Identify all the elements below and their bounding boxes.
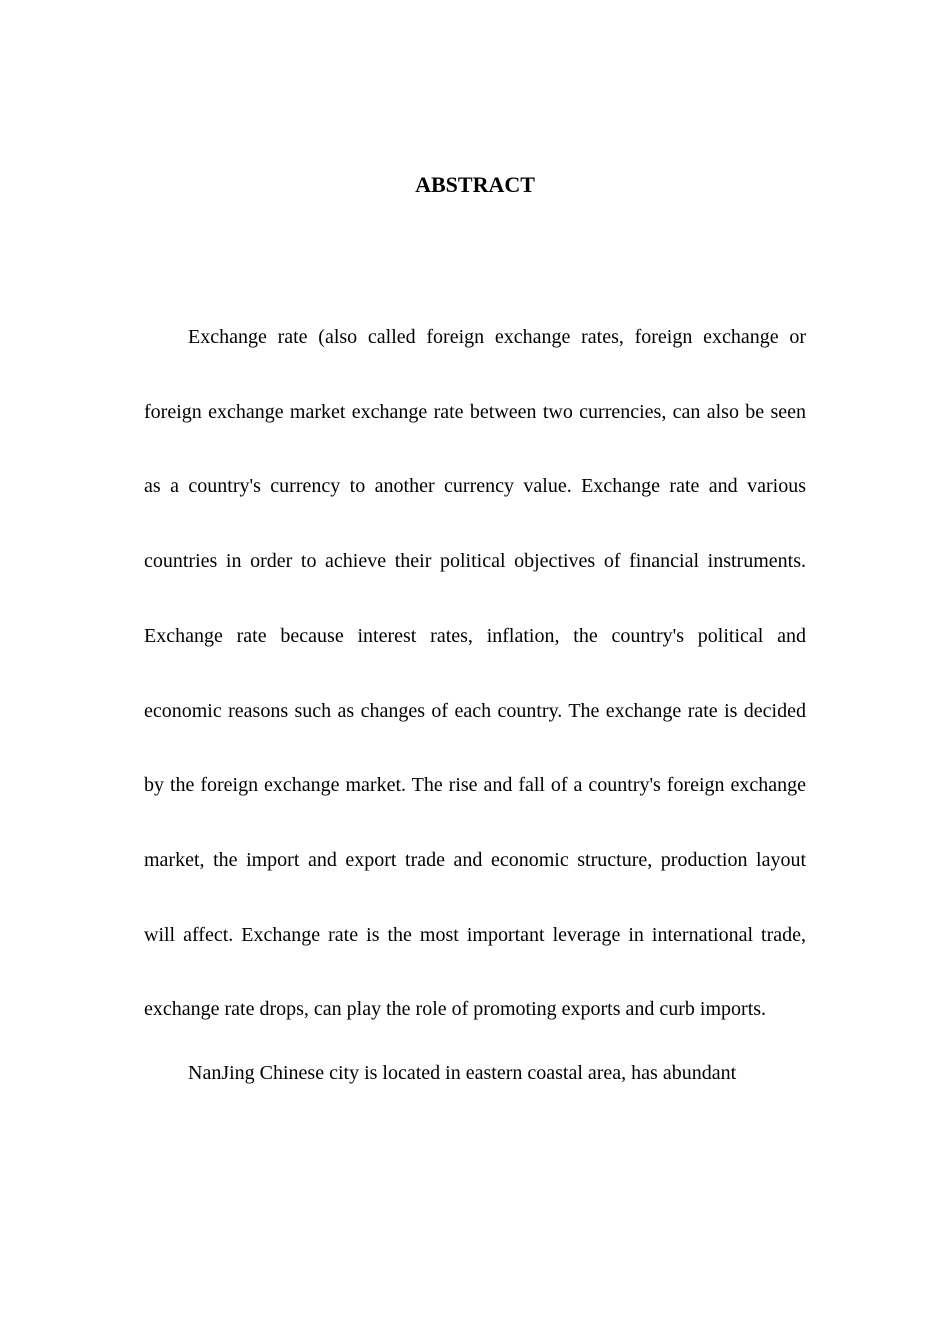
paragraph-2: NanJing Chinese city is located in eastern coastal area, has abundant bbox=[188, 1062, 737, 1085]
abstract-body bbox=[144, 300, 806, 1088]
paragraph-1: Exchange rate (also called foreign exchange rates, foreign exchange or foreign exchange market exchange rate between two currencies, can also be seen as a country's currency to another currency value. Exchange rate and various countries in order to achieve their political objectives of financial instruments. Exchange rate because interest rates, inflation, the country's political and economic reasons such as changes of each country. The exchange rate is decided by the foreign exchange market. The rise and fall of a country's foreign exchange market, the import and export trade and economic structure, production layout will affect. Exchange rate is the most important leverage in international trade, exchange rate drops, can play the role of promoting exports and curb imports. bbox=[144, 326, 806, 1021]
page-title: ABSTRACT bbox=[415, 172, 535, 197]
